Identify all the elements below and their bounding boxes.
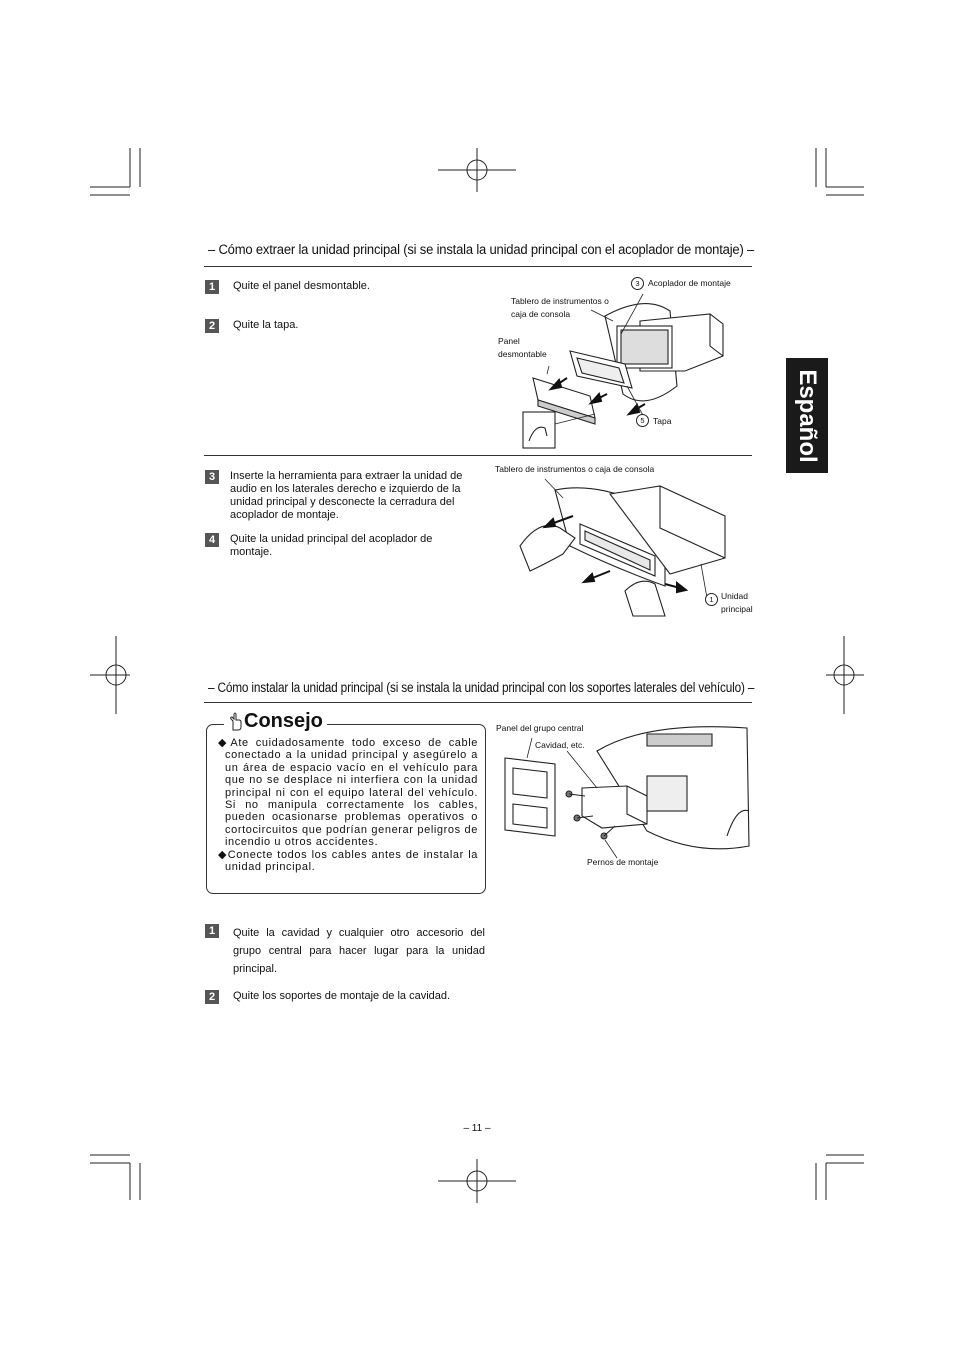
pointing-hand-icon (226, 712, 244, 732)
callout-3: 3 (631, 277, 644, 290)
page-number: – 11 – (463, 1123, 491, 1134)
callout-1: 1 (705, 593, 718, 606)
step-text-4: Quite la unidad principal del acoplador de montaje. (230, 533, 433, 558)
section2-step-number-2: 2 (205, 990, 219, 1004)
section2-rule (204, 702, 752, 703)
language-tab (786, 358, 828, 473)
label-tablero-1: Tablero de instrumentos o caja de consola (511, 296, 609, 319)
section1-mid-rule (204, 455, 752, 456)
step-text-3: Inserte la herramienta para extraer la unidad de audio en los laterales derecho e izquierdo de la unidad principal y desconecte la cerradura del acoplador de montaje. (230, 470, 463, 521)
section2-step-number-1: 1 (205, 924, 219, 938)
section2-step-text-2: Quite los soportes de montaje de la cavidad. (233, 990, 451, 1002)
label-tapa: Tapa (653, 416, 672, 426)
label-cavidad: Cavidad, etc. (535, 740, 585, 750)
language-tab-label: Español (794, 368, 821, 463)
step-text-1: Quite el panel desmontable. (233, 280, 370, 292)
tip-item-2: ◆Conecte todos los cables antes de instalar la unidad principal. (218, 848, 478, 874)
tip-title (224, 710, 327, 733)
label-unidad: Unidad principal (721, 591, 753, 614)
tip-title-text: Consejo (244, 710, 323, 732)
label-tablero-2: Tablero de instrumentos o caja de consola (495, 464, 655, 474)
tip-item-1: ◆Ate cuidadosamente todo exceso de cable conectado a la unidad principal y asegúrelo a un área de espacio vacío en el vehículo para que no se desplace ni interfiera con la unidad principal ni con el equipo lateral del vehículo. Si no manipula correctamente los cables, pueden ocasionarse problemas operativos o cortocircuitos que podrían generar peligros de incendio u otros accidentes. (218, 737, 478, 849)
callout-5: 5 (636, 414, 649, 427)
label-acoplador: Acoplador de montaje (648, 278, 731, 288)
step-number-3: 3 (205, 470, 219, 484)
section1-rule (204, 266, 752, 267)
tip-text (218, 737, 478, 873)
step-number-4: 4 (205, 533, 219, 547)
step-number-2: 2 (205, 319, 219, 333)
section2-heading: – Cómo instalar la unidad principal (si se instala la unidad principal con los soportes laterales del vehículo) – (208, 680, 755, 695)
label-panel: Panel desmontable (498, 336, 547, 359)
label-pernos: Pernos de montaje (587, 857, 659, 867)
section1-heading: – Cómo extraer la unidad principal (si se instala la unidad principal con el acoplador de montaje) – (208, 242, 755, 257)
section2-step-text-1: Quite la cavidad y cualquier otro accesorio del grupo central para hacer lugar para la unidad principal. (233, 927, 485, 975)
step-text-2: Quite la tapa. (233, 319, 299, 331)
label-panel-grupo: Panel del grupo central (496, 723, 584, 733)
step-number-1: 1 (205, 280, 219, 294)
